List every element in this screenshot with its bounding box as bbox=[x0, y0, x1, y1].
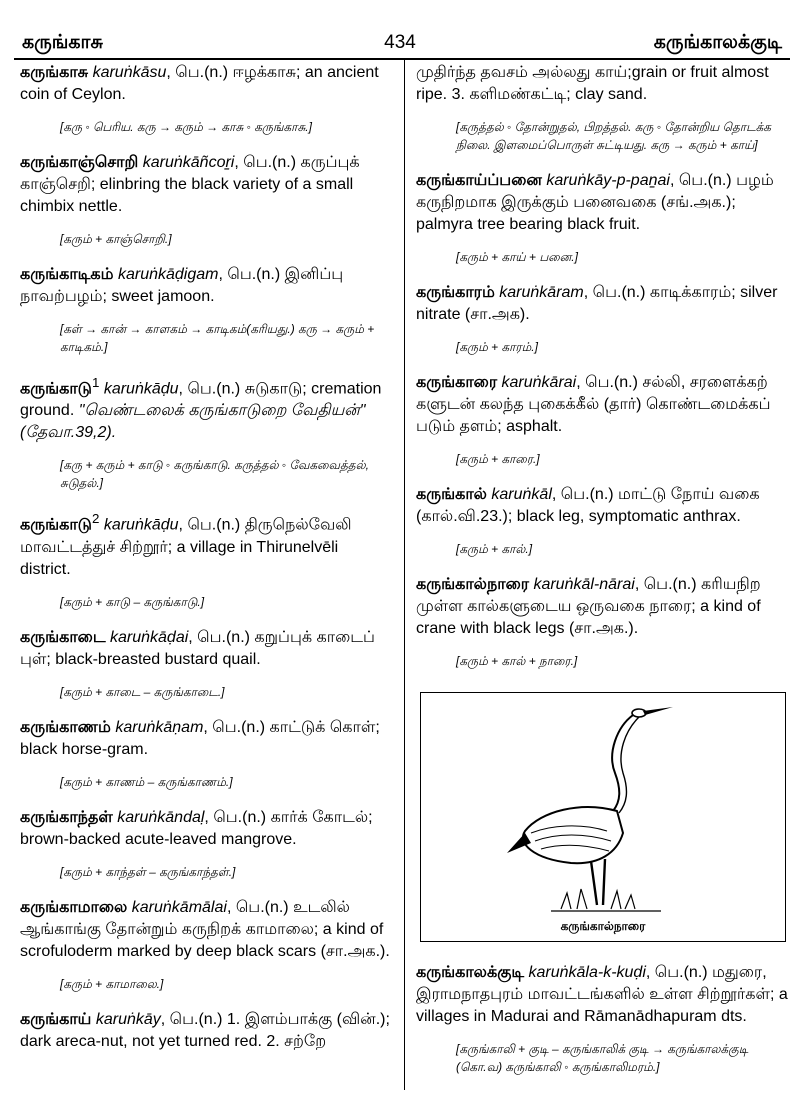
etymology: [கரும் + காரம்.] bbox=[456, 340, 538, 354]
headword: கருங்காரம் bbox=[416, 284, 495, 301]
etymology: [கள் → கான் → காளகம் → காடிகம்(கரியது.) கரு → கரும் + காடிகம்.] bbox=[60, 322, 375, 354]
etymology: [கரும் + காஞ்சொறி.] bbox=[60, 232, 172, 246]
definition: , பெ.(n.) கறுப்புக் காடைப் புள்; black-breasted bustard quail. bbox=[20, 628, 375, 668]
homonym-number: 1 bbox=[91, 375, 100, 390]
headword: கருங்காசு bbox=[20, 64, 89, 81]
dictionary-entry bbox=[416, 170, 788, 236]
headword: கருங்காலக்குடி bbox=[416, 964, 525, 981]
headword: கருங்காடிகம் bbox=[20, 266, 114, 283]
etymology: [கரும் + காந்தள் – கருங்காந்தள்.] bbox=[60, 864, 236, 879]
crane-illustration-icon bbox=[421, 693, 785, 941]
header-rule bbox=[14, 58, 790, 60]
dictionary-entry bbox=[20, 62, 390, 106]
dictionary-entry bbox=[20, 508, 390, 580]
headword: கருங்கால் bbox=[416, 486, 487, 503]
transliteration: karuṅkāy bbox=[95, 1010, 161, 1028]
etymology: [கரு ◦ பெரிய. கரு → கரும் → காசு ◦ கருங்காசு.] bbox=[60, 120, 312, 134]
etymology: [கரும் + காடு – கருங்காடு.] bbox=[60, 594, 205, 609]
header-left-guide-word: கருங்காசு bbox=[22, 32, 103, 53]
dictionary-entry bbox=[20, 372, 390, 444]
column-divider bbox=[404, 60, 405, 1090]
transliteration: karuṅkāṇam bbox=[115, 718, 204, 736]
headword: கருங்காய்ப்பனை bbox=[416, 172, 542, 189]
definition: , பெ.(n.) காட்டுக் கொள்; black horse-gram. bbox=[20, 718, 380, 758]
etymology: [கரு + கரும் + காடு ◦ கருங்காடு. கருத்தல் ◦ வேகவைத்தல், சுடுதல்.] bbox=[60, 458, 369, 491]
dictionary-entry bbox=[416, 574, 788, 640]
definition: , பெ.(n.) 1. இளம்பாக்கு (வின்.); dark areca-nut, not yet turned red. 2. சற்றே bbox=[20, 1010, 390, 1050]
etymology: [கரும் + காய் + பனை.] bbox=[456, 250, 578, 264]
headword: கருங்காரை bbox=[416, 374, 498, 391]
header-right-guide-word: கருங்காலக்குடி bbox=[653, 32, 782, 53]
headword: கருங்காந்தள் bbox=[20, 808, 113, 826]
headword: கருங்காஞ்சொறி bbox=[20, 154, 139, 171]
definition: , பெ.(n.) மாட்டு நோய் வகை (கால்.வி.23.); black leg, symptomatic anthrax. bbox=[416, 486, 760, 525]
transliteration: karuṅkāl bbox=[491, 486, 552, 503]
definition: , பெ.(n.) கருப்புக் காஞ்செறி; elinbring the black variety of a small chimbix nettle. bbox=[20, 154, 360, 215]
dictionary-entry bbox=[20, 627, 390, 671]
definition: , பெ.(n.) சுடுகாடு; cremation ground. bbox=[20, 380, 382, 420]
transliteration: karuṅkāndaḷ bbox=[117, 808, 205, 826]
definition: , பெ.(n.) பழம் கருநிறமாக இருக்கும் பனைவகை (சங்.அக.); palmyra tree bearing black fruit. bbox=[416, 172, 774, 233]
headword: கருங்காமாலை bbox=[20, 898, 128, 916]
transliteration: karuṅkāl-nārai bbox=[533, 576, 635, 593]
right-column bbox=[416, 62, 788, 1092]
etymology: [கரும் + காரை.] bbox=[456, 452, 540, 466]
crane-figure bbox=[420, 692, 786, 942]
transliteration: karuṅkāḍai bbox=[110, 628, 189, 646]
headword: கருங்காணம் bbox=[20, 718, 111, 736]
headword: கருங்காடை bbox=[20, 628, 106, 646]
left-column bbox=[20, 62, 390, 1061]
etymology: [கரும் + கால்.] bbox=[456, 542, 533, 556]
definition: , பெ.(n.) கரியநிற முள்ள கால்களுடைய ஒருவகை நாரை; a kind of crane with black legs (சா.அக.). bbox=[416, 576, 761, 637]
dictionary-entry bbox=[416, 484, 788, 528]
etymology: [கரும் + காடை – கருங்காடை.] bbox=[60, 684, 225, 699]
dictionary-entry bbox=[20, 152, 390, 218]
etymology: [கருத்தல் ◦ தோன்றுதல், பிறத்தல். கரு ◦ தோன்றிய தொடக்க நிலை. இளமைப்பொருள் சுட்டியது. கரு → கரும் + காய்] bbox=[456, 120, 771, 152]
continued-definition: முதிர்ந்த தவசம் அல்லது காய்;grain or fruit almost ripe. 3. களிமண்கட்டி; clay sand. bbox=[416, 64, 769, 103]
page-header bbox=[0, 0, 800, 60]
definition: , பெ.(n.) கார்க் கோடல்; brown-backed acute-leaved mangrove. bbox=[20, 808, 373, 848]
dictionary-entry bbox=[416, 372, 788, 438]
definition: , பெ.(n.) உடலில் ஆங்காங்கு தோன்றும் கருநிறக் காமாலை; a kind of scrofuloderm marked by deep black scars (சா.அக.). bbox=[20, 898, 390, 960]
transliteration: karuṅkāla-k-kuḍi bbox=[528, 964, 646, 981]
transliteration: karuṅkāy-p-paṉai bbox=[546, 172, 670, 189]
dictionary-entry bbox=[20, 1009, 390, 1053]
headword: கருங்காடு bbox=[20, 516, 92, 534]
transliteration: karuṅkāñcoṟi bbox=[142, 154, 235, 171]
dictionary-entry bbox=[416, 962, 788, 1028]
definition: , பெ.(n.) மதுரை, இராமநாதபுரம் மாவட்டங்களில் உள்ள சிற்றூர்கள்; a villages in Madurai and Rāmanādhapuram dts. bbox=[416, 964, 788, 1025]
etymology: [கரும் + காணம் – கருங்காணம்.] bbox=[60, 774, 233, 789]
transliteration: karuṅkāmālai bbox=[131, 898, 227, 916]
figure-caption: கருங்கால்நாரை bbox=[560, 919, 646, 933]
etymology: [கரும் + காமாலை.] bbox=[60, 976, 164, 991]
definition: , பெ.(n.) திருநெல்வேலி மாவட்டத்துச் சிற்றூர்; a village in Thirunelvēli district. bbox=[20, 516, 352, 578]
homonym-number: 2 bbox=[91, 511, 100, 527]
etymology: [கருங்காலி + குடி – கருங்காலிக் குடி → கருங்காலக்குடி (கொ.வ) கருங்காலி ◦ கருங்காலிமரம்.] bbox=[456, 1042, 749, 1074]
transliteration: karuṅkāsu bbox=[92, 64, 167, 81]
dictionary-entry bbox=[20, 264, 390, 308]
transliteration: karuṅkāḍu bbox=[103, 380, 179, 398]
transliteration: karuṅkārai bbox=[501, 374, 577, 391]
headword: கருங்காய் bbox=[20, 1010, 92, 1028]
quotation: "வெண்டலைக் கருங்காடுறை வேதியன்" (தேவா.39,2). bbox=[20, 402, 366, 442]
dictionary-entry bbox=[416, 282, 788, 326]
transliteration: karuṅkāram bbox=[499, 284, 584, 301]
page-number: 434 bbox=[384, 32, 416, 53]
definition: , பெ.(n.) ஈழக்காசு; an ancient coin of Ceylon. bbox=[20, 64, 379, 103]
definition: , பெ.(n.) சல்லி, சரளைக்கற் களுடன் கலந்த புகைக்கீல் (தார்) கொண்டமைக்கப் படும் தளம்; asphalt. bbox=[416, 374, 771, 435]
headword: கருங்கால்நாரை bbox=[416, 576, 529, 593]
transliteration: karuṅkāḍigam bbox=[117, 266, 219, 283]
dictionary-entry bbox=[20, 897, 390, 963]
dictionary-entry bbox=[20, 717, 390, 761]
definition: , பெ.(n.) இனிப்பு நாவற்பழம்; sweet jamoon. bbox=[20, 266, 344, 305]
headword: கருங்காடு bbox=[20, 380, 92, 398]
transliteration: karuṅkāḍu bbox=[103, 516, 179, 534]
dictionary-entry bbox=[20, 807, 390, 851]
definition: , பெ.(n.) காடிக்காரம்; silver nitrate (சா.அக). bbox=[416, 284, 778, 323]
etymology: [கரும் + கால் + நாரை.] bbox=[456, 654, 578, 668]
